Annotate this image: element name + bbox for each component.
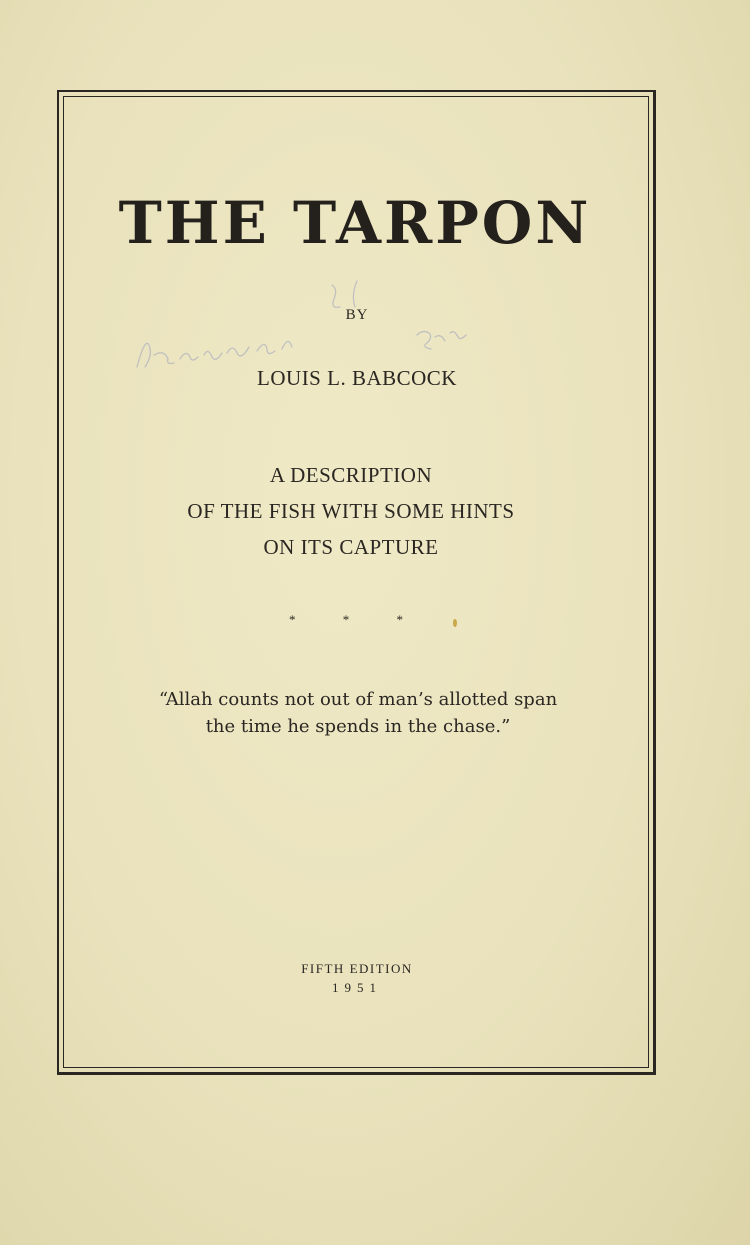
subtitle-line: A DESCRIPTION <box>269 463 433 487</box>
edition-block <box>0 959 732 997</box>
subtitle-block <box>0 457 726 565</box>
epigraph-line: the time he spends in the chase.” <box>205 716 511 737</box>
book-title: THE TARPON <box>118 189 592 257</box>
publication-year: 1951 <box>332 980 382 995</box>
byline: BY <box>345 307 369 323</box>
author-name: LOUIS L. BABCOCK <box>257 366 457 390</box>
edition-label: FIFTH EDITION <box>301 961 413 976</box>
asterism-separator: * * * <box>289 612 425 627</box>
paper-stain <box>453 619 457 627</box>
subtitle-line: ON ITS CAPTURE <box>263 535 439 559</box>
subtitle-line: OF THE FISH WITH SOME HINTS <box>187 499 515 523</box>
epigraph <box>0 686 733 740</box>
epigraph-line: “Allah counts not out of man’s allotted span <box>158 689 558 710</box>
